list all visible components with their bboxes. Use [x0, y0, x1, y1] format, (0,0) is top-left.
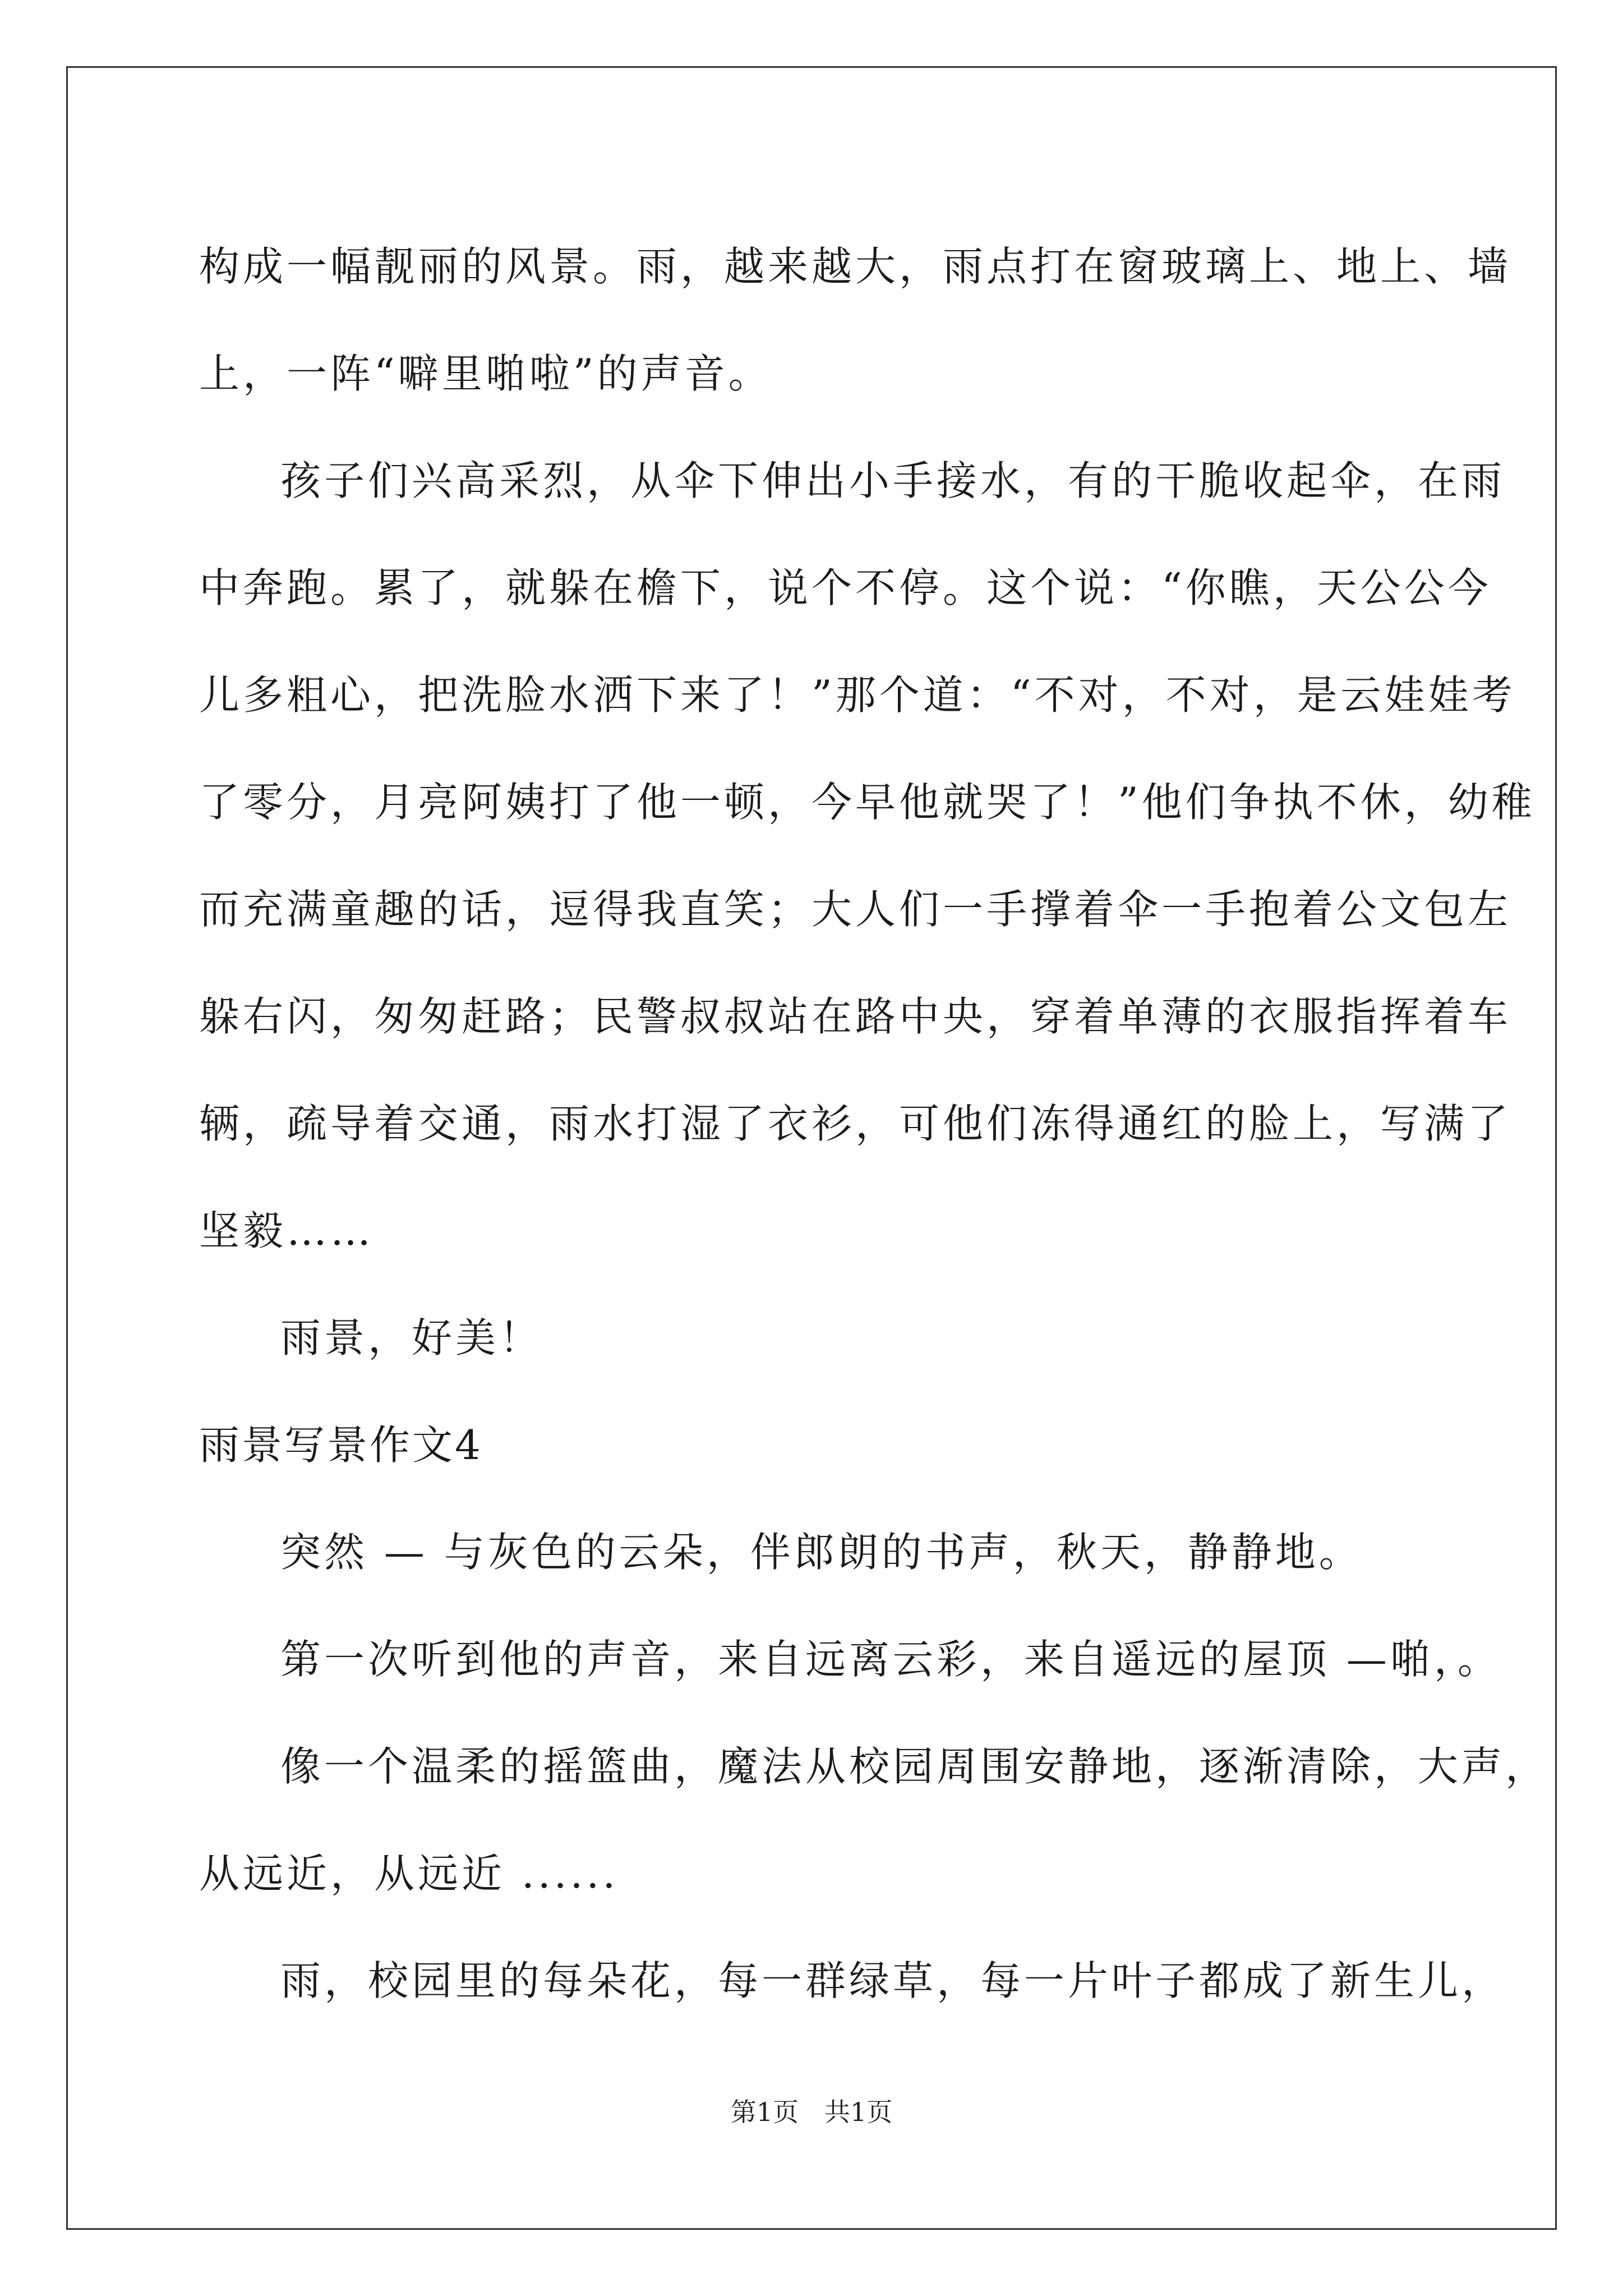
text-line: 辆，疏导着交通，雨水打湿了衣衫，可他们冻得通红的脸上，写满了	[199, 1100, 1512, 1147]
text-line: 而充满童趣的话，逗得我直笑；大人们一手撑着伞一手抱着公文包左	[199, 886, 1512, 933]
paragraph-start-line: 第一次听到他的声音，来自远离云彩，来自遥远的屋顶 —啪，。	[280, 1636, 1501, 1683]
document-body	[199, 213, 1550, 2035]
paragraph-start-line: 像一个温柔的摇篮曲，魔法从校园周围安静地，逐渐清除，大声，	[280, 1743, 1550, 1790]
text-line: 上，一阵“噼里啪啦”的声音。	[199, 350, 772, 397]
text-line: 构成一幅靓丽的风景。雨，越来越大，雨点打在窗玻璃上、地上、墙	[199, 243, 1512, 290]
text-line: 中奔跑。累了，就躲在檐下，说个不停。这个说：“你瞧，天公公今	[199, 564, 1492, 611]
text-line: 了零分，月亮阿姨打了他一顿，今早他就哭了！”他们争执不休，幼稚	[199, 779, 1536, 826]
page-footer: 第1页 共1页	[730, 2097, 893, 2127]
paragraph-start-line: 孩子们兴高采烈，从伞下伸出小手接水，有的干脆收起伞，在雨	[280, 457, 1506, 504]
text-line: 躲右闪，匆匆赶路；民警叔叔站在路中央，穿着单薄的衣服指挥着车	[199, 993, 1512, 1040]
text-line: 从远近，从远近 ......	[199, 1850, 619, 1897]
text-line: 儿多粗心，把洗脸水洒下来了！”那个道：“不对，不对，是云娃娃考	[199, 671, 1516, 719]
paragraph-start-line: 雨，校园里的每朵花，每一群绿草，每一片叶子都成了新生儿，	[280, 1957, 1506, 2004]
paragraph-start-line: 突然 — 与灰色的云朵，伴郎朗的书声，秋天，静静地。	[280, 1529, 1363, 1576]
paragraph-start-line: 雨景，好美！	[280, 1314, 543, 1361]
text-line: 坚毅……	[199, 1207, 375, 1254]
section-heading: 雨景写景作文4	[199, 1421, 483, 1469]
